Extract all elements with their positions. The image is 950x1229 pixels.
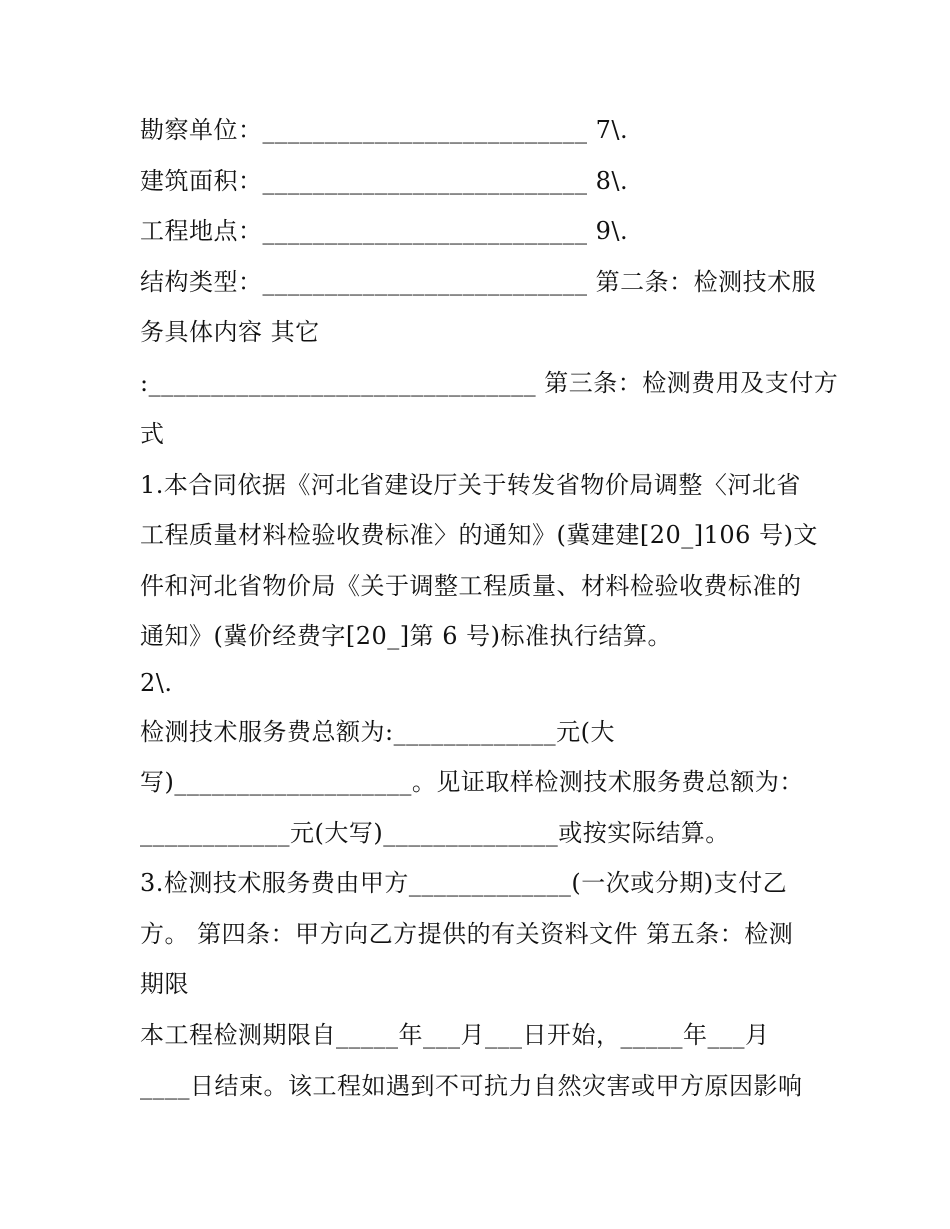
clause-1-line-4: 通知》(冀价经费字[20_]第 6 号)标准执行结算。 [140, 622, 673, 650]
clause-1-line-1: 1.本合同依据《河北省建设厅关于转发省物价局调整〈河北省 [140, 471, 801, 499]
clause-2-number: 2\. [140, 669, 173, 697]
line-service-content: 务具体内容 其它 [140, 318, 320, 346]
clause-1-line-2: 工程质量材料检验收费标准〉的通知》(冀建建[20_]106 号)文 [140, 521, 818, 549]
clause-5-line-2: ____日结束。该工程如遇到不可抗力自然灾害或甲方原因影响 [140, 1072, 803, 1100]
line-other: :_______________________________ 第三条：检测费用及支付方 [140, 369, 839, 397]
clause-3-line-1: 3.检测技术服务费由甲方_____________(一次或分期)支付乙 [140, 869, 788, 897]
line-project-location: 工程地点：__________________________ 9\. [140, 217, 629, 245]
clause-2-line-1: 检测技术服务费总额为:_____________元(大 [140, 718, 615, 746]
clause-1-line-3: 件和河北省物价局《关于调整工程质量、材料检验收费标准的 [140, 572, 802, 600]
line-structure-type: 结构类型：__________________________ 第二条：检测技术服 [140, 268, 817, 296]
clause-5-line-1: 本工程检测期限自_____年___月___日开始，_____年___月 [140, 1021, 770, 1049]
clause-2-line-2: 写)___________________。见证取样检测技术服务费总额为： [140, 768, 804, 796]
clause-5-title: 期限 [140, 970, 189, 998]
line-survey-unit: 勘察单位：__________________________ 7\. [140, 116, 629, 144]
clause-2-line-3: ____________元(大写)______________或按实际结算。 [140, 819, 730, 847]
line-payment-method: 式 [140, 420, 165, 448]
clause-3-line-2: 方。 第四条：甲方向乙方提供的有关资料文件 第五条：检测 [140, 920, 794, 948]
line-building-area: 建筑面积：__________________________ 8\. [140, 167, 629, 195]
